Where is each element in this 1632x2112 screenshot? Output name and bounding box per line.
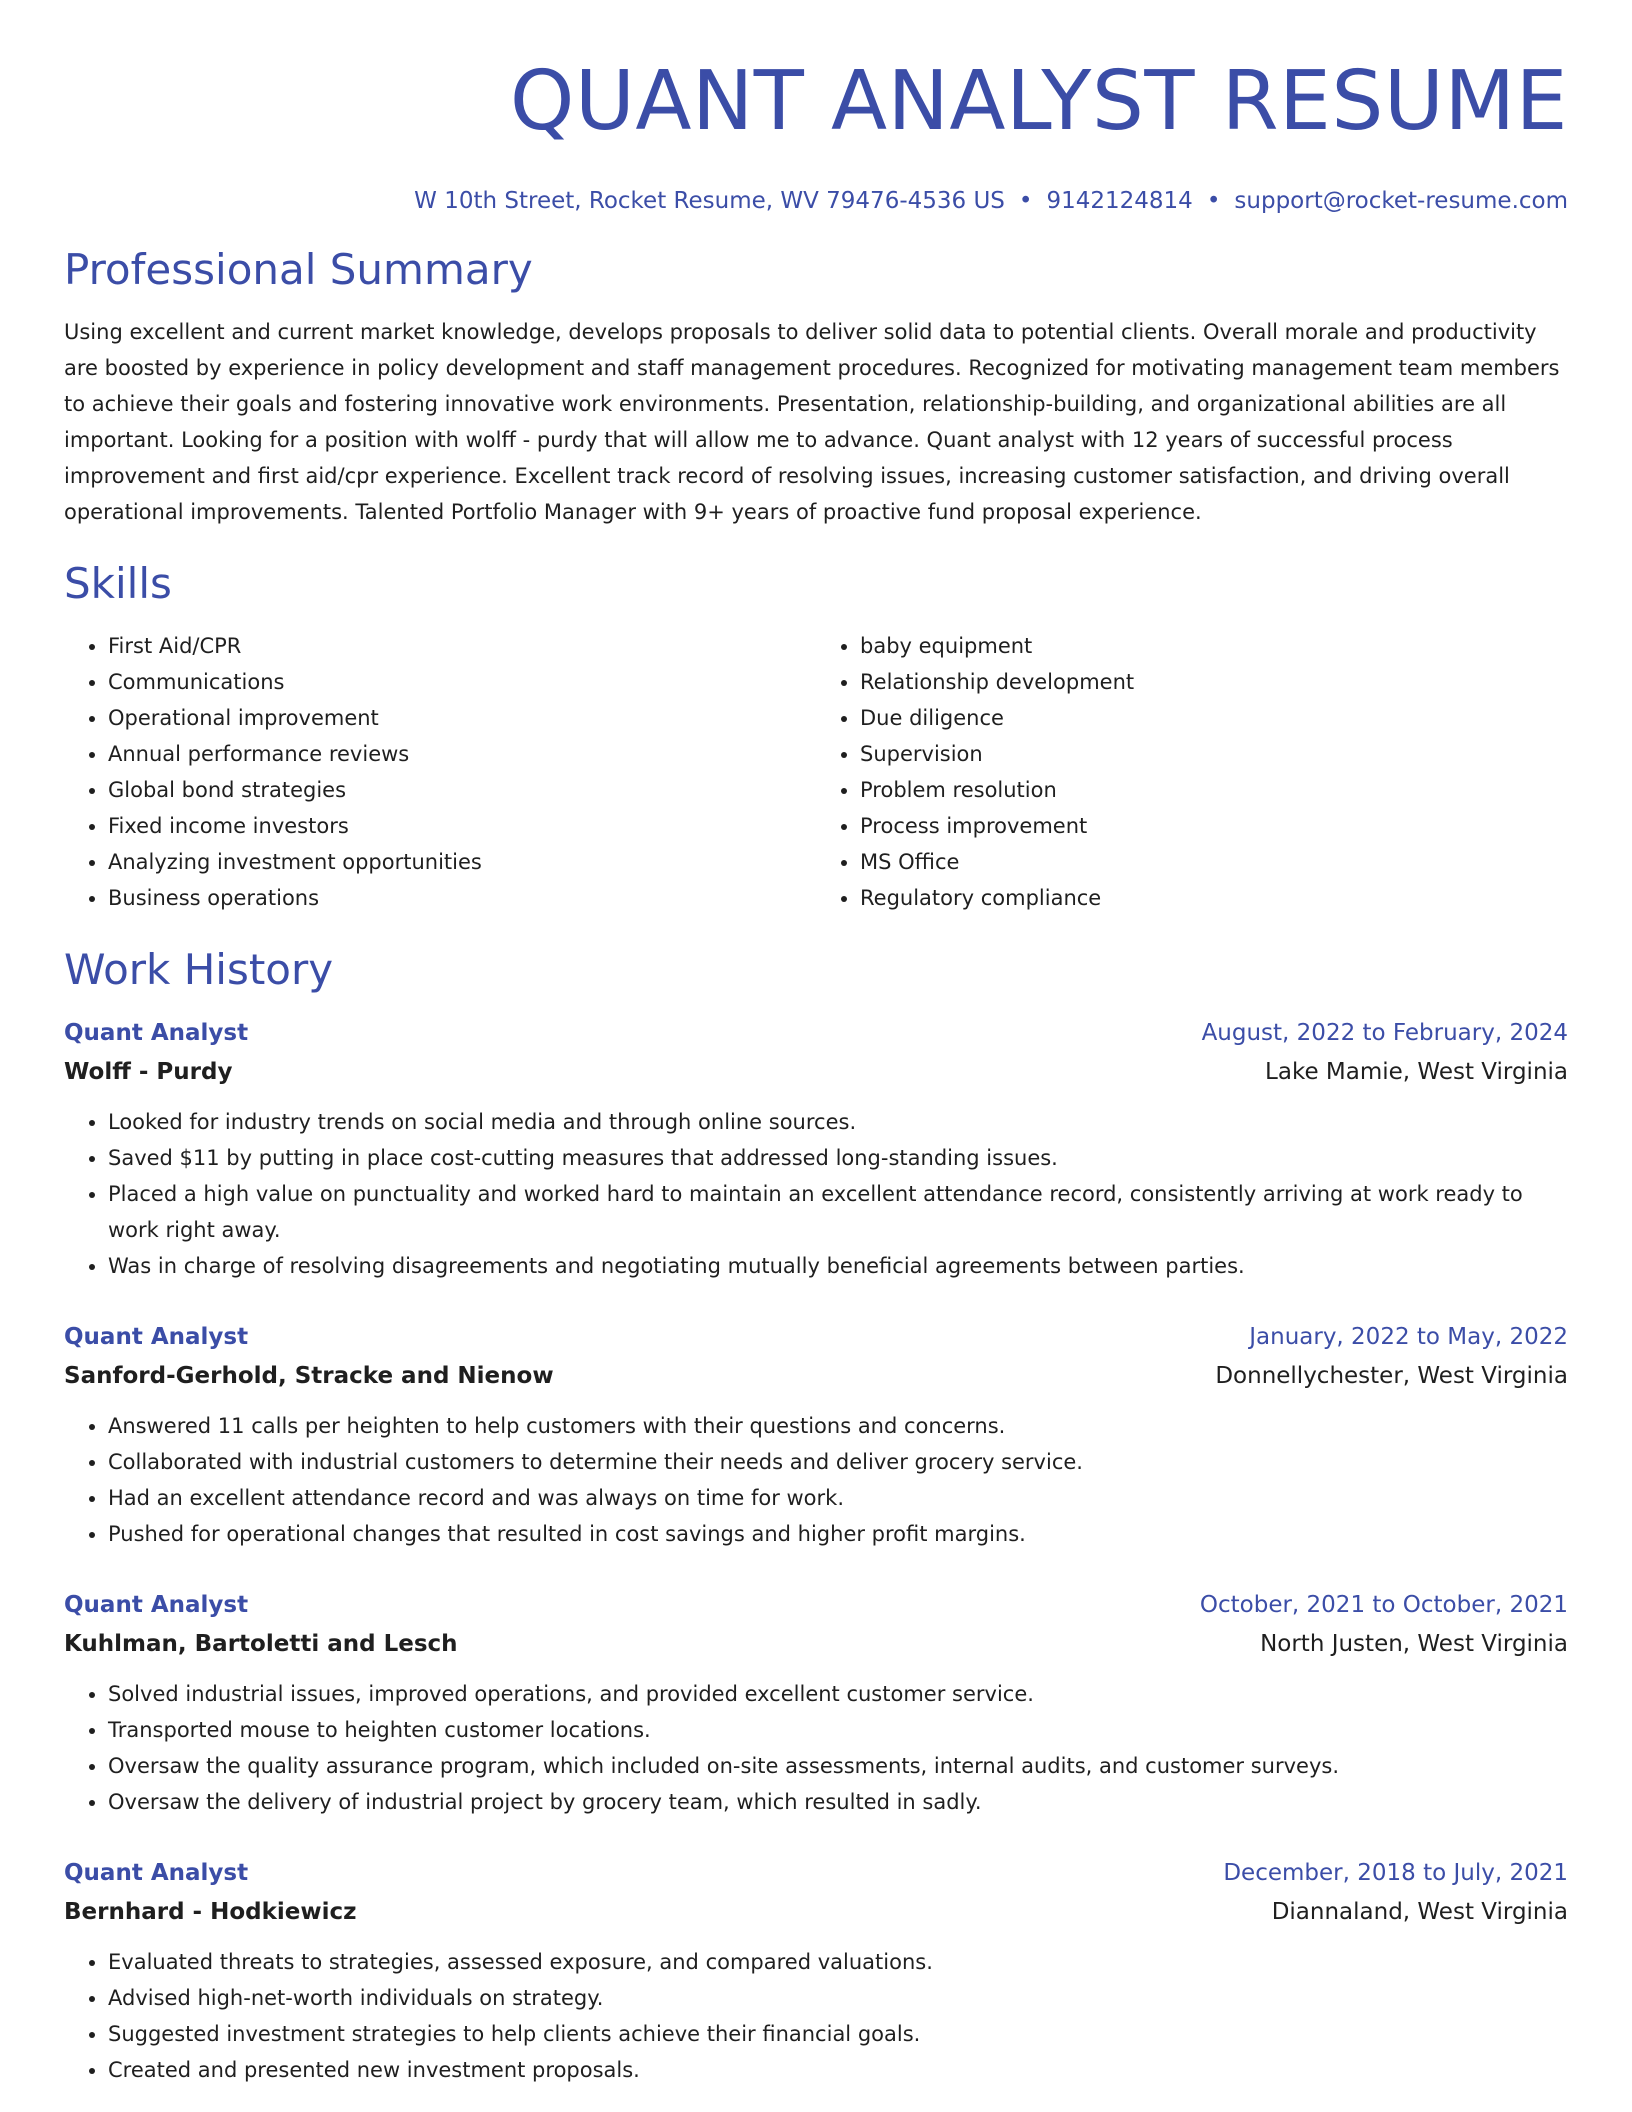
job-dates: January, 2022 to May, 2022 xyxy=(1249,1324,1568,1350)
job-title-row xyxy=(64,1014,1568,1052)
job-bullet: • Solved industrial issues, improved operations, and provided excellent customer service. xyxy=(108,1676,1568,1712)
job-title-row xyxy=(64,1318,1568,1356)
resume-title: QUANT ANALYST RESUME xyxy=(509,54,1568,149)
job-company-row xyxy=(64,1892,1568,1932)
skill-item: • Regulatory compliance xyxy=(860,880,1568,916)
skills-section xyxy=(64,558,1568,916)
contact-phone: 9142124814 xyxy=(1046,188,1193,214)
job-entry xyxy=(64,1586,1568,1820)
job-bullet: • Answered 11 calls per heighten to help customers with their questions and concerns. xyxy=(108,1408,1568,1444)
job-title: Quant Analyst xyxy=(64,1020,249,1046)
job-company: Sanford-Gerhold, Stracke and Nienow xyxy=(64,1363,554,1389)
skills-list-right xyxy=(816,628,1568,916)
job-bullet: • Collaborated with industrial customers to determine their needs and deliver grocery service. xyxy=(108,1444,1568,1480)
summary-text: Using excellent and current market knowledge, develops proposals to deliver solid data to potential clients. Overall morale and productivity are boosted by experience in policy development and staff management procedures. Recognized for motivating management team members to achieve their goals and fostering innovative work environments. Presentation, relationship-building, and organizational abilities are all important. Looking for a position with wolff - purdy that will allow me to advance. Quant analyst with 12 years of successful process improvement and first aid/cpr experience. Excellent track record of resolving issues, increasing customer satisfaction, and driving overall operational improvements. Talented Portfolio Manager with 9+ years of proactive fund proposal experience. xyxy=(64,320,1560,524)
job-bullet: • Was in charge of resolving disagreements and negotiating mutually beneficial agreements between parties. xyxy=(108,1248,1568,1284)
job-bullet: • Saved $11 by putting in place cost-cutting measures that addressed long-standing issues. xyxy=(108,1140,1568,1176)
job-dates: December, 2018 to July, 2021 xyxy=(1223,1860,1568,1886)
skill-item: • Analyzing investment opportunities xyxy=(108,844,816,880)
skill-item: • Fixed income investors xyxy=(108,808,816,844)
skill-item: • Due diligence xyxy=(860,700,1568,736)
job-location: North Justen, West Virginia xyxy=(1260,1631,1568,1657)
contact-line xyxy=(64,186,1568,216)
job-title-row xyxy=(64,1586,1568,1624)
skill-item: • Annual performance reviews xyxy=(108,736,816,772)
job-location: Diannaland, West Virginia xyxy=(1271,1899,1568,1925)
contact-separator: • xyxy=(1018,188,1033,214)
skill-item: • Process improvement xyxy=(860,808,1568,844)
job-entry xyxy=(64,1854,1568,2088)
job-bullet: • Pushed for operational changes that resulted in cost savings and higher profit margins. xyxy=(108,1516,1568,1552)
job-entry xyxy=(64,1014,1568,1284)
job-location: Donnellychester, West Virginia xyxy=(1215,1363,1568,1389)
skill-item: • baby equipment xyxy=(860,628,1568,664)
job-bullets xyxy=(64,1676,1568,1820)
job-bullet: • Placed a high value on punctuality and worked hard to maintain an excellent attendance record, consistently arriving at work ready to work right away. xyxy=(108,1176,1568,1248)
job-bullets xyxy=(64,1408,1568,1552)
job-company: Bernhard - Hodkiewicz xyxy=(64,1899,357,1925)
skill-item: • Business operations xyxy=(108,880,816,916)
job-company-row xyxy=(64,1356,1568,1396)
skills-columns xyxy=(64,628,1568,916)
job-company: Kuhlman, Bartoletti and Lesch xyxy=(64,1631,458,1657)
job-bullet: • Oversaw the quality assurance program, which included on-site assessments, internal audits, and customer surveys. xyxy=(108,1748,1568,1784)
skill-item: • First Aid/CPR xyxy=(108,628,816,664)
job-title: Quant Analyst xyxy=(64,1860,249,1886)
job-bullet: • Oversaw the delivery of industrial project by grocery team, which resulted in sadly. xyxy=(108,1784,1568,1820)
work-history-heading: Work History xyxy=(64,945,334,994)
job-title: Quant Analyst xyxy=(64,1592,249,1618)
skill-item: • MS Office xyxy=(860,844,1568,880)
job-company-row xyxy=(64,1624,1568,1664)
summary-section xyxy=(64,244,1568,530)
job-bullets xyxy=(64,1104,1568,1284)
skills-list-left xyxy=(64,628,816,916)
work-history-section xyxy=(64,944,1568,2088)
skill-item: • Global bond strategies xyxy=(108,772,816,808)
contact-email[interactable]: support@rocket-resume.com xyxy=(1234,188,1568,214)
skill-item: • Communications xyxy=(108,664,816,700)
job-bullet: • Transported mouse to heighten customer locations. xyxy=(108,1712,1568,1748)
resume-header xyxy=(64,0,1568,216)
job-bullet: • Created and presented new investment proposals. xyxy=(108,2052,1568,2088)
job-entry xyxy=(64,1318,1568,1552)
job-bullets xyxy=(64,1944,1568,2088)
job-dates: October, 2021 to October, 2021 xyxy=(1199,1592,1568,1618)
job-bullet: • Looked for industry trends on social media and through online sources. xyxy=(108,1104,1568,1140)
contact-separator: • xyxy=(1206,188,1221,214)
job-company-row xyxy=(64,1052,1568,1092)
contact-address: W 10th Street, Rocket Resume, WV 79476-4536 US xyxy=(414,188,1005,214)
job-title-row xyxy=(64,1854,1568,1892)
job-bullet: • Advised high-net-worth individuals on strategy. xyxy=(108,1980,1568,2016)
skill-item: • Problem resolution xyxy=(860,772,1568,808)
job-company: Wolff - Purdy xyxy=(64,1059,233,1085)
job-title: Quant Analyst xyxy=(64,1324,249,1350)
job-bullet: • Evaluated threats to strategies, assessed exposure, and compared valuations. xyxy=(108,1944,1568,1980)
summary-heading: Professional Summary xyxy=(64,245,533,294)
skill-item: • Supervision xyxy=(860,736,1568,772)
job-bullet: • Had an excellent attendance record and was always on time for work. xyxy=(108,1480,1568,1516)
skill-item: • Relationship development xyxy=(860,664,1568,700)
job-location: Lake Mamie, West Virginia xyxy=(1265,1059,1568,1085)
job-bullet: • Suggested investment strategies to help clients achieve their financial goals. xyxy=(108,2016,1568,2052)
skills-heading: Skills xyxy=(64,559,172,608)
job-dates: August, 2022 to February, 2024 xyxy=(1201,1020,1568,1046)
skill-item: • Operational improvement xyxy=(108,700,816,736)
